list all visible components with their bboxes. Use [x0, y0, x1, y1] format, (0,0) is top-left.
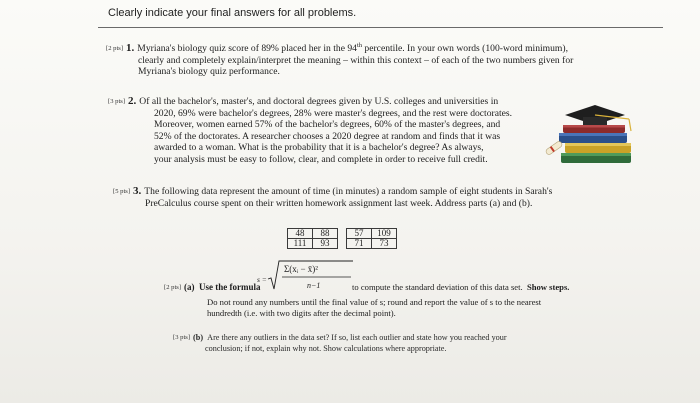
- part-a-rounding-note: [207, 297, 541, 318]
- question-2-line-2: 2020, 69% were bachelor's degrees, 28% were master's degrees, and the rest were doctorates.: [154, 107, 513, 119]
- table-row: [288, 229, 397, 239]
- header-rule: [98, 27, 663, 28]
- table-cell: 109: [372, 229, 397, 239]
- part-a-lead: Use the formula: [199, 282, 261, 292]
- question-3-points: [5 pts]: [113, 188, 131, 195]
- part-b-points: [3 pts]: [173, 334, 191, 341]
- question-2-line-6: your analysis must be easy to follow, clear, and complete in order to receive full credit.: [154, 153, 488, 165]
- part-b-line-2: conclusion; if not, explain why not. Show calculations where appropriate.: [205, 343, 447, 353]
- question-3-text-1: The following data represent the amount of time (in minutes) a random sample of eight students in Sarah's: [144, 186, 553, 197]
- question-2-text-1: Of all the bachelor's, master's, and doctoral degrees given by U.S. colleges and universities in: [139, 96, 499, 107]
- question-2-line-1: [108, 96, 578, 108]
- table-cell: 111: [288, 239, 313, 249]
- homework-time-table: [287, 228, 397, 249]
- question-1-text-a: Myriana's biology quiz score of 89% placed her in the 94: [137, 43, 357, 54]
- page-header: Clearly indicate your final answers for all problems.: [108, 7, 357, 19]
- graduation-cap-books-icon: [543, 105, 643, 171]
- part-b-text-1: Are there any outliers in the data set? If so, list each outlier and state how you reached your: [207, 333, 507, 342]
- table-gap: [338, 239, 347, 249]
- question-3-line-2: PreCalculus course spent on their written homework assignment last week. Address parts (a) and (b).: [145, 197, 533, 209]
- part-a-line-3: hundredth (i.e. with two digits after the decimal point).: [207, 307, 396, 318]
- question-2-line-5: awarded to a woman. What is the probability that it is a bachelor's degree? As always,: [154, 142, 484, 154]
- part-b-line-1: [173, 333, 507, 344]
- question-2: [108, 96, 578, 166]
- part-b-label: (b): [193, 333, 204, 342]
- question-1-number: 1.: [126, 42, 135, 54]
- formula-s: s =: [257, 275, 267, 284]
- question-2-number: 2.: [128, 95, 137, 107]
- part-a-instruction: [352, 282, 569, 292]
- part-a-points: [2 pts]: [164, 284, 182, 291]
- part-a-label: (a): [184, 282, 195, 292]
- formula-denominator: n−1: [307, 281, 321, 290]
- question-3-line-1: [113, 186, 653, 198]
- table-cell: 88: [313, 229, 338, 239]
- table-cell: 48: [288, 229, 313, 239]
- table-cell: 57: [347, 229, 372, 239]
- question-1-text-b: percentile. In your own words (100-word minimum),: [362, 43, 568, 54]
- table-cell: 73: [372, 239, 397, 249]
- question-2-line-4: 52% of the doctorates. A researcher chooses a 2020 degree at random and finds that it was: [154, 130, 501, 142]
- table-gap: [338, 229, 347, 239]
- part-a-line-2: Do not round any numbers until the final value of s; round and report the value of s to the nearest: [207, 297, 542, 307]
- question-1-superscript: th: [356, 42, 363, 49]
- question-1: [106, 40, 666, 78]
- part-a-tail-text: to compute the standard deviation of this data set.: [352, 282, 523, 292]
- table-cell: 71: [347, 239, 372, 249]
- table-row: [288, 239, 397, 249]
- question-1-line-3: Myriana's biology quiz performance.: [138, 66, 280, 78]
- question-2-line-3: Moreover, women earned 57% of the bachelor's degrees, 60% of the master's degrees, and: [154, 119, 501, 131]
- formula-numerator: Σ(xᵢ − x̄)²: [284, 264, 318, 274]
- table-cell: 93: [313, 239, 338, 249]
- question-1-line-1: [106, 40, 666, 55]
- part-b: [173, 333, 507, 354]
- question-3: [113, 186, 653, 209]
- question-3-number: 3.: [133, 185, 142, 197]
- question-1-line-2: clearly and completely explain/interpret the meaning – within this context – of each of the two numbers given for: [138, 54, 574, 66]
- question-2-points: [3 pts]: [108, 98, 126, 105]
- part-a-show-steps: Show steps.: [526, 282, 570, 292]
- standard-deviation-formula: [255, 258, 355, 294]
- question-1-points: [2 pts]: [106, 45, 124, 52]
